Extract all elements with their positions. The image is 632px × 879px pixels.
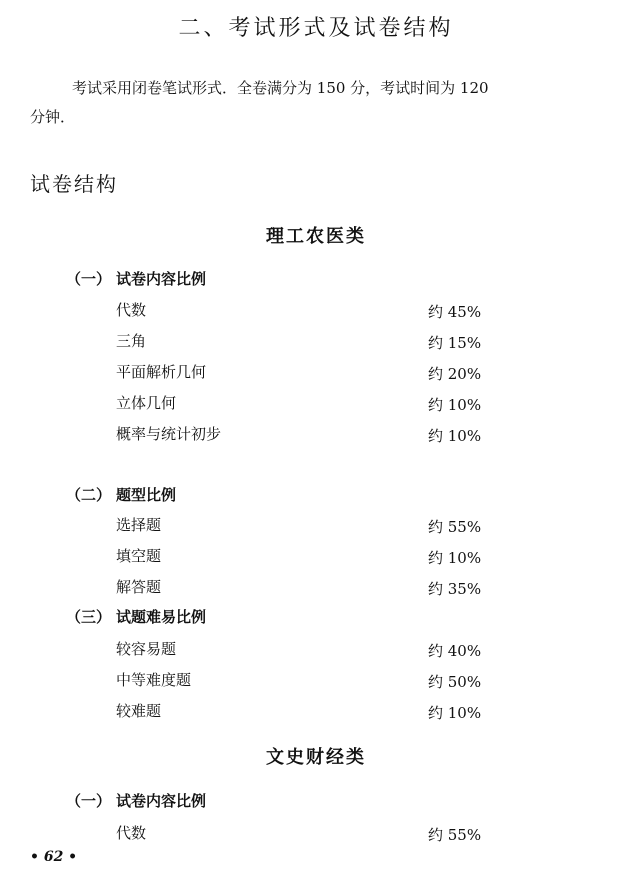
- item-label: 立体几何: [116, 394, 177, 412]
- item-label: 较难题: [116, 702, 162, 720]
- page-title: 二、考试形式及试卷结构: [178, 16, 454, 41]
- group-title: 试卷内容比例: [116, 270, 207, 288]
- item-label: 填空题: [116, 547, 162, 565]
- item-label: 较容易题: [116, 640, 177, 658]
- item-label: 解答题: [116, 578, 162, 596]
- group-number: （一）: [66, 792, 112, 810]
- item-value: 约 50%: [428, 673, 482, 691]
- item-label: 代数: [116, 301, 147, 319]
- intro-line-1: 考试采用闭卷笔试形式．全卷满分为 150 分，考试时间为 120: [72, 79, 489, 97]
- item-value: 约 55%: [428, 826, 482, 844]
- item-value: 约 20%: [428, 365, 482, 383]
- group-heading: [66, 790, 266, 810]
- item-label: 中等难度题: [116, 671, 192, 689]
- item-value: 约 10%: [428, 549, 482, 567]
- item-label: 概率与统计初步: [116, 425, 222, 443]
- group-number: （一）: [66, 270, 112, 288]
- item-label: 平面解析几何: [116, 363, 207, 381]
- category-heading-science: 理工农医类: [266, 226, 366, 247]
- category-heading-humanities: 文史财经类: [266, 747, 366, 768]
- item-value: 约 10%: [428, 396, 482, 414]
- intro-line-2: 分钟．: [30, 108, 76, 126]
- item-value: 约 55%: [428, 518, 482, 536]
- group-title: 题型比例: [116, 486, 177, 504]
- group-heading: [66, 484, 266, 504]
- item-value: 约 10%: [428, 704, 482, 722]
- item-label: 选择题: [116, 516, 162, 534]
- item-value: 约 45%: [428, 303, 482, 321]
- group-title: 试题难易比例: [116, 608, 207, 626]
- item-label: 三角: [116, 332, 147, 350]
- group-number: （二）: [66, 486, 112, 504]
- section-heading: 试卷结构: [30, 172, 118, 196]
- item-label: 代数: [116, 824, 147, 842]
- item-value: 约 40%: [428, 642, 482, 660]
- item-value: 约 15%: [428, 334, 482, 352]
- page-number: • 62 •: [30, 849, 78, 865]
- item-value: 约 10%: [428, 427, 482, 445]
- item-value: 约 35%: [428, 580, 482, 598]
- group-heading: [66, 268, 266, 288]
- group-number: （三）: [66, 608, 112, 626]
- group-heading: [66, 606, 286, 626]
- group-title: 试卷内容比例: [116, 792, 207, 810]
